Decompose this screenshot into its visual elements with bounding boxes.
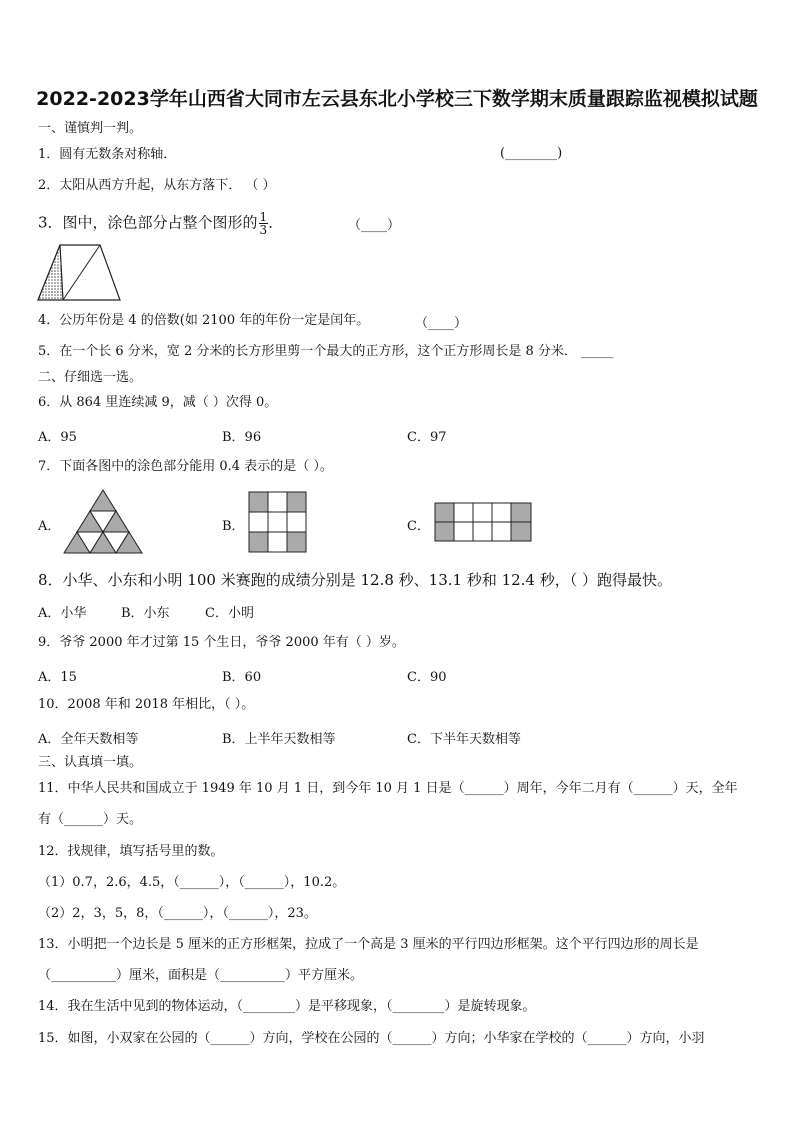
section-heading-2: 二、仔细选一选。 [38,370,143,385]
question-7: 7．下面各图中的涂色部分能用 0.4 表示的是（ ）。 [38,459,333,474]
square-grid-figure [248,491,308,553]
section-heading-3: 三、认真填一填。 [38,755,143,770]
section-heading-1: 一、谨慎判一判。 [38,121,143,136]
question-15: 15．如图，小双家在公园的（______）方向，学校在公园的（______）方向；小华家在学校的（______）方向，小羽 [38,1031,705,1046]
question-1: 1．圆有无数条对称轴． [38,147,177,162]
triangle-grid-figure [63,489,143,555]
q6-option-c[interactable]: C．97 [407,430,447,445]
question-12: 12．找规律，填写括号里的数。 [38,844,224,859]
question-4: 4．公历年份是 4 的倍数(如 2100 年的年份一定是闰年。 [38,313,370,328]
question-12-part-1: （1）0.7，2.6，4.5，（______），（______），10.2。 [38,875,346,890]
question-8: 8．小华、小东和小明 100 米赛跑的成绩分别是 12.8 秒、13.1 秒和 12.4 秒，（ ）跑得最快。 [38,571,673,589]
q9-option-a[interactable]: A．15 [38,670,77,685]
q6-option-b[interactable]: B．96 [222,430,262,445]
q7-option-a[interactable]: A． [38,519,61,534]
question-9: 9．爷爷 2000 年才过第 15 个生日，爷爷 2000 年有（ ）岁。 [38,635,405,650]
q10-option-b[interactable]: B．上半年天数相等 [222,732,336,747]
q10-option-c[interactable]: C．下半年天数相等 [407,732,521,747]
question-5: 5．在一个长 6 分米，宽 2 分米的长方形里剪一个最大的正方形，这个正方形周长是 8 分米． _____ [38,344,614,359]
q6-option-a[interactable]: A．95 [38,430,77,445]
trapezoid-figure [36,243,124,303]
question-10: 10．2008 年和 2018 年相比，（ ）。 [38,697,255,712]
question-13-line-1: 13．小明把一个边长是 5 厘米的正方形框架，拉成了一个高是 3 厘米的平行四边形框架。这个平行四边形的周长是 [38,937,699,952]
q7-option-c[interactable]: C． [407,519,430,534]
question-3: 3．图中，涂色部分占整个图形的 $\frac{1}{3}$ ． [38,210,284,237]
answer-blank-1[interactable]: (________) [500,146,563,161]
question-11-line-2: 有（______）天。 [38,812,143,827]
question-2: 2．太阳从西方升起，从东方落下． （ ） [38,178,276,193]
question-11-line-1: 11．中华人民共和国成立于 1949 年 10 月 1 日，到今年 10 月 1 日是（______）周年，今年二月有（______）天，全年 [38,781,738,796]
q9-option-b[interactable]: B．60 [222,670,262,685]
answer-blank-4[interactable]: （____） [415,316,468,331]
question-6: 6．从 864 里连续减 9，减（ ）次得 0。 [38,395,278,410]
q7-option-b[interactable]: B． [222,519,245,534]
fraction-one-third: $\frac{1}{3}$ [259,210,268,237]
q8-option-c[interactable]: C．小明 [205,606,254,621]
q10-option-a[interactable]: A．全年天数相等 [38,732,139,747]
page-title: 2022-2023学年山西省大同市左云县东北小学校三下数学期末质量跟踪监视模拟试题 [36,88,758,110]
question-13-line-2: （__________）厘米，面积是（__________）平方厘米。 [38,968,364,983]
rectangle-grid-figure [434,502,534,542]
question-12-part-2: （2）2，3，5，8，（______），（______），23。 [38,906,317,921]
answer-blank-3[interactable]: （____） [348,218,401,233]
q8-option-b[interactable]: B．小东 [121,606,170,621]
q9-option-c[interactable]: C．90 [407,670,447,685]
question-14: 14．我在生活中见到的物体运动，（________）是平移现象，（________）是旋转现象。 [38,999,536,1014]
question-3-text: 3．图中，涂色部分占整个图形的 [38,213,258,232]
q8-option-a[interactable]: A．小华 [38,606,87,621]
